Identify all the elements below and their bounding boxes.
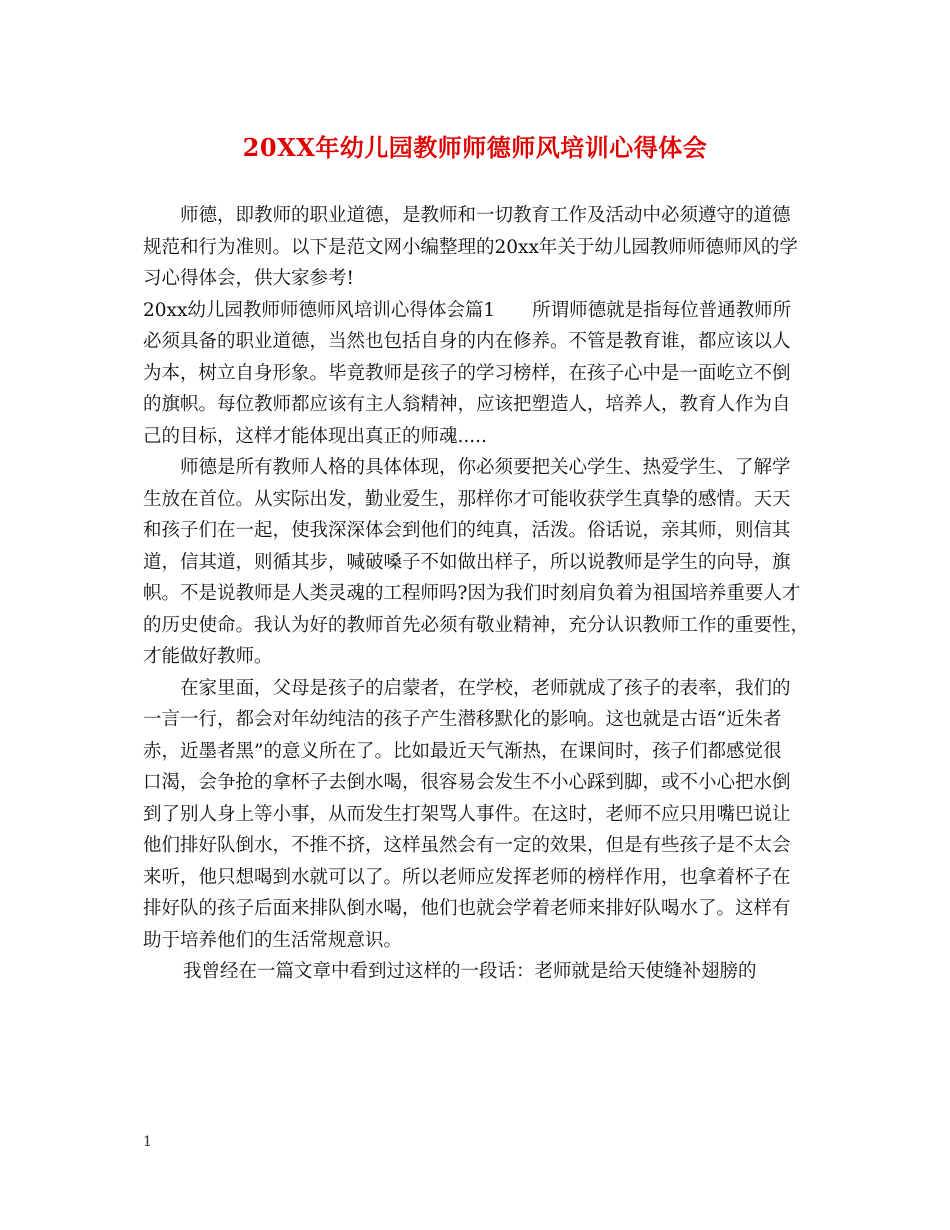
paragraph-line: 才能做好教师。	[143, 646, 273, 667]
paragraph-line: 生放在首位。从实际出发，勤业爱生，那样你才可能收获学生真挚的感情。天天	[143, 488, 791, 510]
paragraph-line: 为本，树立自身形象。毕竟教师是孩子的学习榜样，在孩子心中是一面屹立不倒	[143, 362, 791, 384]
paragraph-line: 规范和行为准则。以下是范文网小编整理的20xx年关于幼儿园教师师德师风的学	[143, 236, 798, 258]
document-title: 20XX年幼儿园教师师德师风培训心得体会	[242, 133, 708, 162]
paragraph-line: 的旗帜。每位教师都应该有主人翁精神，应该把塑造人，培养人，教育人作为自	[143, 394, 791, 415]
paragraph-line: 来听，他只想喝到水就可以了。所以老师应发挥老师的榜样作用，也拿着杯子在	[143, 866, 791, 888]
paragraph-line: 和孩子们在一起，使我深深体会到他们的纯真，活泼。俗话说，亲其师，则信其	[143, 520, 791, 541]
paragraph-line: 必须具备的职业道德，当然也包括自身的内在修养。不管是教育谁，都应该以人	[143, 331, 791, 352]
page-number: 1	[143, 1134, 152, 1150]
paragraph-line: 帜。不是说教师是人类灵魂的工程师吗?因为我们时刻肩负着为祖国培养重要人才	[143, 583, 801, 604]
paragraph-line: 一言一行，都会对年幼纯洁的孩子产生潜移默化的影响。这也就是古语“近朱者	[143, 709, 782, 730]
paragraph-line: 的历史使命。我认为好的教师首先必须有敬业精神，充分认识教师工作的重要性，	[143, 614, 810, 636]
paragraph-line: 师德，即教师的职业道德，是教师和一切教育工作及活动中必须遵守的道德	[180, 205, 791, 226]
paragraph-line: 排好队的孩子后面来排队倒水喝，他们也就会学着老师来排好队喝水了。这样有	[143, 898, 791, 919]
paragraph-line: 习心得体会，供大家参考!	[143, 268, 354, 289]
paragraph-line: 在家里面，父母是孩子的启蒙者，在学校，老师就成了孩子的表率，我们的	[180, 677, 791, 699]
paragraph-line: 口渴，会争抢的拿杯子去倒水喝，很容易会发生不小心踩到脚，或不小心把水倒	[143, 772, 791, 793]
paragraph-line: 赤，近墨者黑”的意义所在了。比如最近天气渐热，在课间时，孩子们都感觉很	[143, 740, 782, 762]
paragraph-line: 他们排好队倒水，不推不挤，这样虽然会有一定的效果，但是有些孩子是不太会	[143, 835, 791, 856]
paragraph-line: 助于培养他们的生活常规意识。	[143, 929, 403, 951]
paragraph-line: 道，信其道，则循其步，喊破嗓子不如做出样子，所以说教师是学生的向导，旗	[143, 551, 791, 573]
paragraph-line: 20xx幼儿园教师师德师风培训心得体会篇1 所谓师德就是指每位普通教师所	[143, 299, 792, 321]
paragraph-line: 我曾经在一篇文章中看到过这样的一段话：老师就是给天使缝补翅膀的	[183, 961, 757, 982]
paragraph-line: 师德是所有教师人格的具体体现，你必须要把关心学生、热爱学生、了解学	[180, 457, 791, 478]
document-body	[143, 200, 823, 988]
paragraph-line: 己的目标，这样才能体现出真正的师魂.....	[143, 425, 487, 447]
paragraph-line: 到了别人身上等小事，从而发生打架骂人事件。在这时，老师不应只用嘴巴说让	[143, 803, 791, 825]
